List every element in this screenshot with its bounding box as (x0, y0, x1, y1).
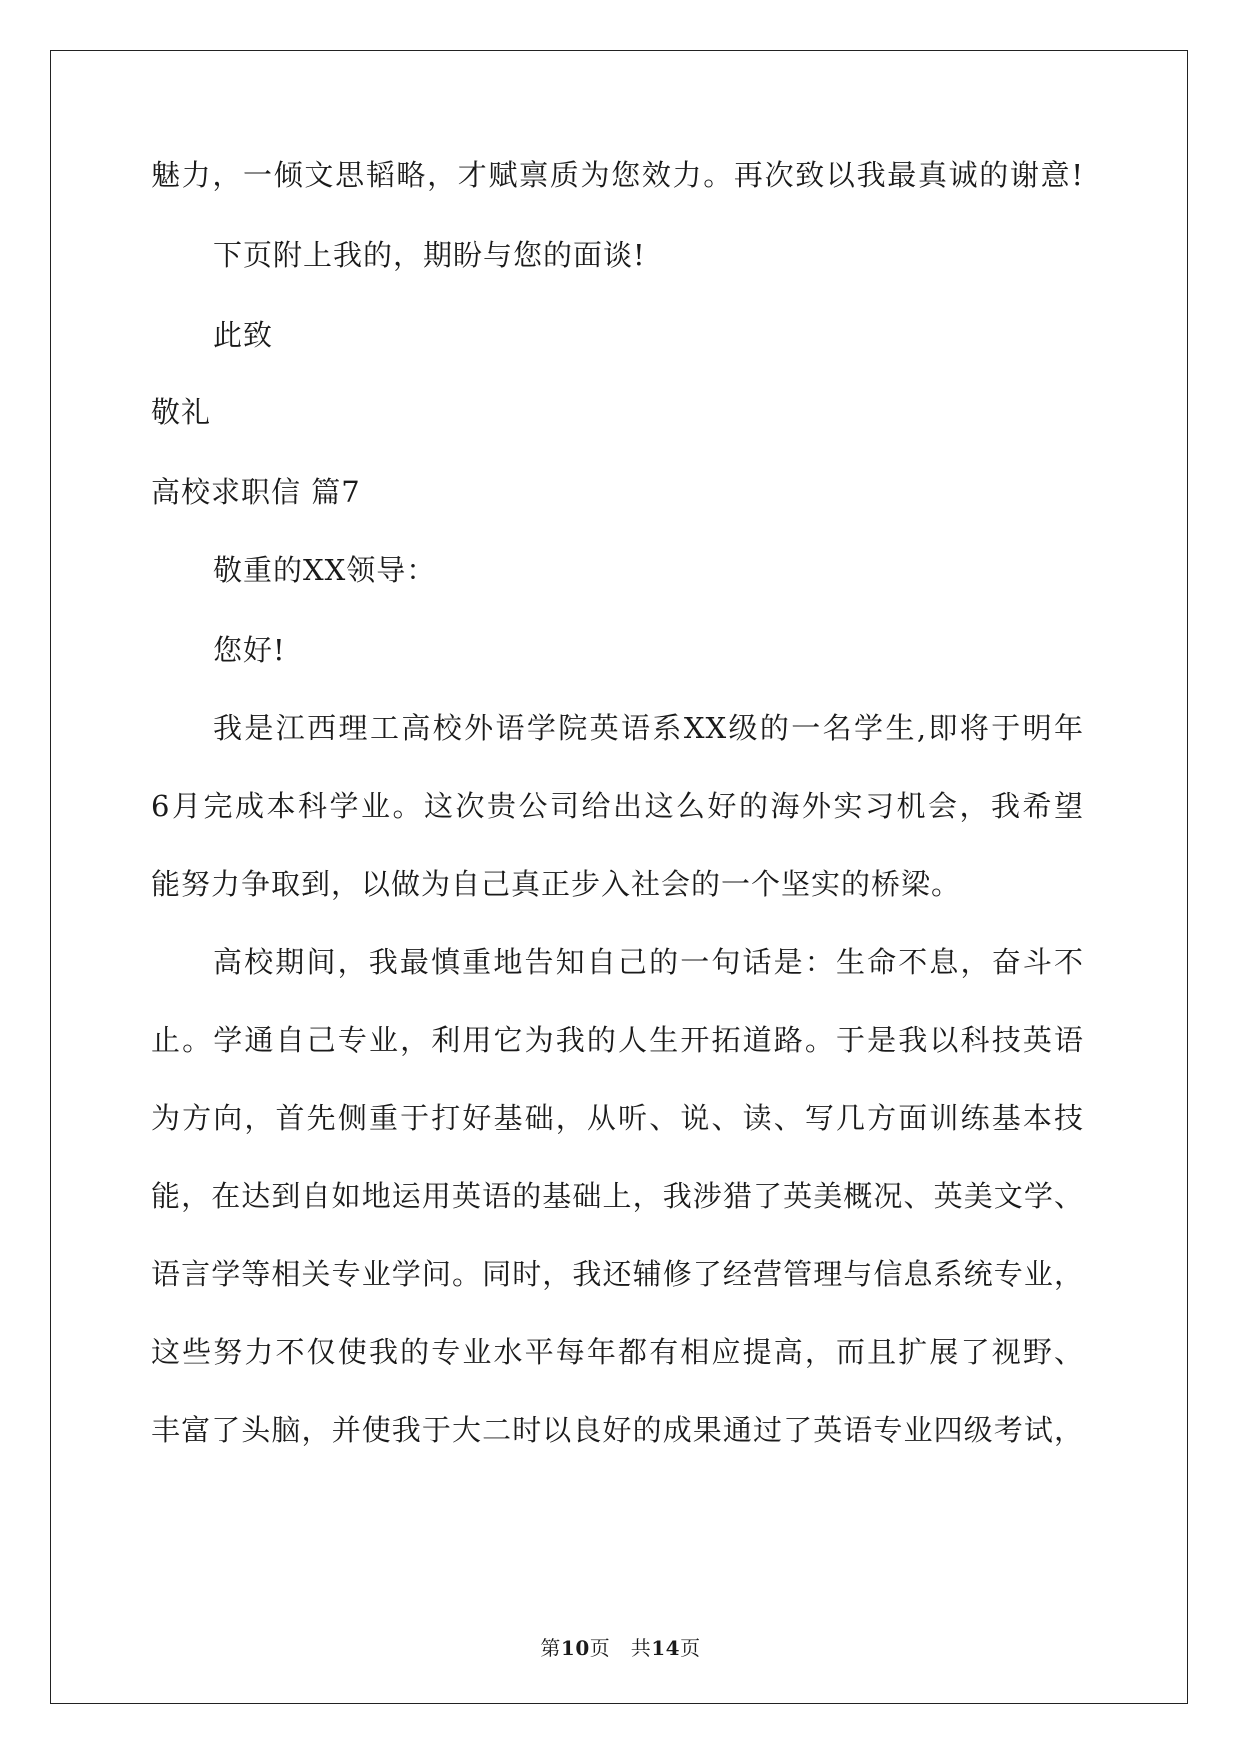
text-line: 这些努力不仅使我的专业水平每年都有相应提高，而且扩展了视野、 (151, 1335, 1084, 1369)
text-line: 高校期间，我最慎重地告知自己的一句话是：生命不息，奋斗不 (213, 945, 1084, 979)
text-line: 丰富了头脑，并使我于大二时以良好的成果通过了英语专业四级考试， (151, 1413, 1084, 1447)
salutation: 敬重的XX领导： (213, 553, 437, 587)
text-line: 敬礼 (151, 395, 212, 429)
text-line: 6月完成本科学业。这次贵公司给出这么好的海外实习机会，我希望 (151, 789, 1084, 823)
text-line: 魅力，一倾文思韬略，才赋禀质为您效力。再次致以我最真诚的谢意! (151, 158, 1084, 192)
current-page-number: 10 (560, 1636, 590, 1660)
total-page-count: 14 (651, 1636, 681, 1660)
text-line: 此致 (213, 318, 274, 352)
text-line: 下页附上我的，期盼与您的面谈! (213, 238, 646, 272)
text-line: 我是江西理工高校外语学院英语系XX级的一名学生,即将于明年 (213, 711, 1084, 745)
text-line: 能，在达到自如地运用英语的基础上，我涉猎了英美概况、英美文学、 (151, 1179, 1084, 1213)
text-line: 语言学等相关专业学问。同时，我还辅修了经营管理与信息系统专业， (151, 1257, 1084, 1291)
greeting: 您好! (213, 633, 286, 667)
text-line: 能努力争取到，以做为自己真正步入社会的一个坚实的桥梁。 (151, 867, 962, 901)
text-line: 为方向，首先侧重于打好基础，从听、说、读、写几方面训练基本技 (151, 1101, 1084, 1135)
page-footer (0, 1632, 1241, 1661)
footer-prefix: 第 (540, 1636, 561, 1660)
text-line: 止。学通自己专业，利用它为我的人生开拓道路。于是我以科技英语 (151, 1023, 1084, 1057)
section-heading: 高校求职信 篇7 (151, 475, 361, 509)
footer-suffix: 页 (680, 1636, 701, 1660)
footer-mid: 页 共 (589, 1636, 652, 1660)
